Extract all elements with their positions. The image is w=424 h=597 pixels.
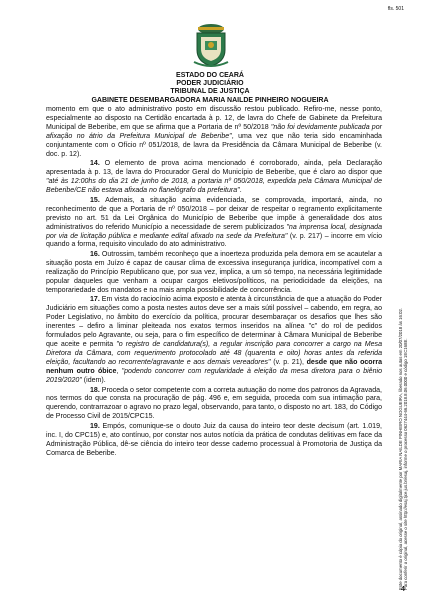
text-run: decisum — [318, 422, 345, 430]
document-body — [46, 106, 382, 459]
page-stamp: fls. 501 — [387, 6, 404, 12]
text-run: Em vista do raciocínio acima exposto e atenta à circunstância de que a atuação do Poder Judiciário em situações como a posta nestes autos deve ser a mais sútil possível – cabendo, em regra, ao Poder Legislativo, no âmbito do exercício da política, procurar desembaraçar os desafios que lhes são inerentes – defiro a liminar pleiteada nos exatos termos inseridos na alínea "c" do rol de pedidos formulados pelo Agravante, ou seja, para o fim específico de determinar à Câmara Municipal de Beberibe que aceite e permita — [46, 296, 382, 349]
paragraph-number: 16. — [90, 251, 100, 259]
header-judiciary: PODER JUDICIÁRIO — [176, 80, 244, 87]
page-number: 4 — [401, 586, 405, 593]
text-run: desde que não ocorra nenhum outro óbice — [46, 359, 383, 376]
text-run: momento em que o ato administrativo posto em discussão restou publicado. Refiro-me, nesse ponto, especialmente ao disposto na Certidão encartada à p. 12, de lavra do Chefe de Gabinete da Prefeitura Municipal de Beberibe, em que se afirma que a Portaria de nº 50/2018 — [46, 106, 382, 131]
text-run: "até às 12:00hs do dia 21 de junho de 2018, a portaria nº 050/2018, expedida pela Câmara Municipal de Beberibe/CE não estava afixada no flanelógrafo da prefeitura" — [46, 178, 382, 195]
text-run: "na imprensa local, designada por via de licitação pública e mediante edital afixado na sede da Prefeitura" — [46, 223, 382, 240]
paragraph-19 — [46, 423, 382, 459]
text-run: Empós, comunique-se o douto Juiz da causa do inteiro teor deste — [99, 422, 319, 430]
text-run: (v. p. 21), — [270, 359, 307, 367]
paragraph-18 — [46, 387, 382, 423]
paragraph-14 — [46, 160, 382, 196]
text-run: , uma vez que não teria sido encaminhada conjuntamente com o Ofício nº 051/2018, de lavra da Presidência da Câmara Municipal de Beberibe (v. doc. p. 12). — [46, 132, 382, 158]
text-run: Ademais, a situação acima evidenciada, se comprovada, importará, ainda, no reconhecimento de que a Portaria de nº 050/2018 – por deixar de respeitar o regramento explicitamente previsto no art. 51 da Lei Orgânica do Município de Beberibe que impõe à generalidade dos atos administrativos do referido Município a necessidade de serem publicizados — [46, 196, 382, 231]
paragraph-number: 15. — [90, 196, 100, 204]
text-run: , — [116, 368, 122, 376]
text-run: Outrossim, também reconheço que a inoerteza produzida pela demora em se acautelar a situação posta em Juízo é capaz de causar clima de excessiva insegurança jurídica, incompatível com a realização do Princípio Republicano que, por sua vez, implica, a um só tempo, na necessária legitimidade popular daqueles que venham a ocupar cargos eletivos/políticos, na periodicidade da eleições, na temporariedade dos mandatos e na mais ampla possibilidade de concorrência. — [46, 251, 382, 294]
coat-of-arms-seal — [192, 22, 230, 68]
text-run: "podendo concorrer com regularidade à eleição da mesa diretora para o biênio 2019/2020" — [46, 368, 382, 384]
text-run: "o registro de candidatura(s), a regular inscrição para concorrer a cargo na Mesa Diretora da Câmara, com requerimento protocolado até 48 (quarenta e oito) horas antes da referida eleição, facultando ao recorrente/agravante e aos demais vereadores" — [46, 341, 382, 367]
signature-line-2: Para conferir o original, acesse o site http://esaj.tjce.jus.br/esaj, informe o processo 0627444-66.2018.8.06.0000 e código 1EC168E. — [403, 338, 409, 590]
text-run: (v. p. 217) – incorre em vício quando a forma, requisito vinculado do ato administrativo. — [46, 232, 383, 249]
text-run: "não foi devidamente publicada por afixação no átrio da Prefeitura Municipal de Beberibe" — [46, 123, 382, 140]
paragraph-continued — [46, 106, 382, 160]
paragraph-16 — [46, 251, 382, 296]
signature-line-1: Este documento é cópia do original, assinado digitalmente por MARIA NAILDE PINHEIRO NOGUEIRA, liberado nos autos em 20/07/2018 às 16:02. — [398, 307, 403, 590]
header-state: ESTADO DO CEARÁ — [176, 72, 244, 79]
header-court: TRIBUNAL DE JUSTIÇA — [170, 88, 250, 95]
text-run: O elemento de prova acima mencionado é corroborado, ainda, pela Declaração apresentada à p. 13, de lavra do Procurador Geral do Município de Beberibe, que é claro ao dispor que — [46, 160, 382, 177]
header-chambers: GABINETE DESEMBARGADORA MARIA NAILDE PINHEIRO NOGUEIRA — [91, 97, 329, 104]
paragraph-number: 19. — [90, 422, 100, 430]
paragraph-15 — [46, 197, 382, 251]
text-run: (art. 1.019, inc. I, do CPC15) e, ato contínuo, por constar nos autos notícia da prática de condutas delitivas em face da Administração Pública, dê-se ciência do inteiro teor desse caderno processual à Promotoria de Justiça da Comarca de Beberibe. — [46, 422, 382, 457]
text-run: Proceda o setor competente com a correta autuação do nome dos patronos da Agravada, nos termos do que consta na procuração de pág. 496 e, em seguida, proceda com sua intimação para, querendo, contrarrazoar o agravo no prazo legal, observando, para tanto, o disposto no art. 183, do Código de Processo Civil de 2015/CPC15. — [46, 386, 382, 421]
text-run: . — [239, 187, 242, 195]
paragraph-number: 14. — [90, 160, 100, 168]
paragraph-number: 18. — [90, 386, 100, 394]
text-run: (idem). — [81, 376, 106, 384]
paragraph-17 — [46, 296, 382, 386]
digital-signature-note — [398, 110, 409, 590]
paragraph-number: 17. — [90, 296, 100, 304]
